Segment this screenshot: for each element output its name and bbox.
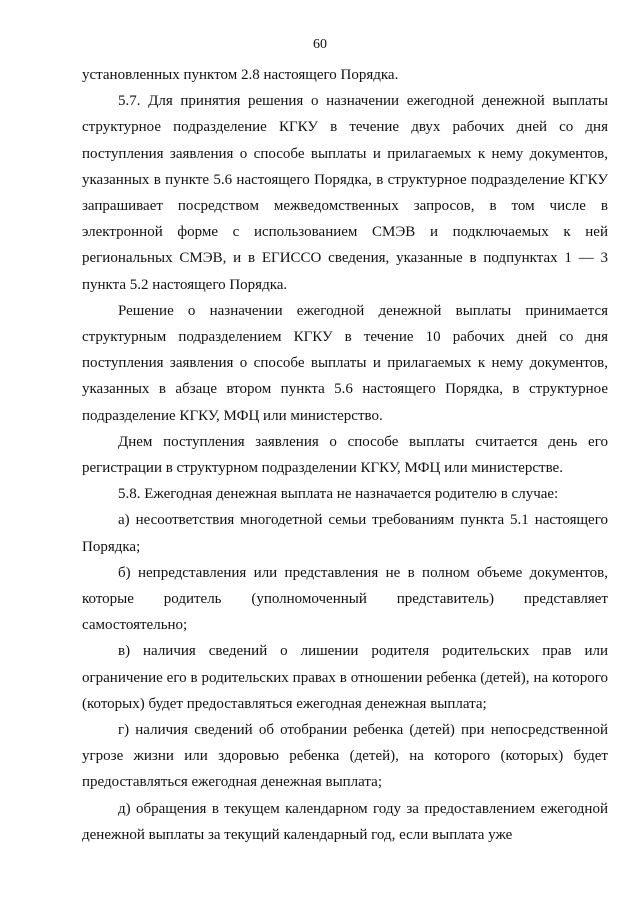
- paragraph-5-8: 5.8. Ежегодная денежная выплата не назначается родителю в случае:: [118, 486, 559, 503]
- list-item-v: в) наличия сведений о лишении родителя родительских прав или ограничение его в родительских правах в отношении ребенка (детей), на которого (которых) будет предоставляться ежегодная денежная выплата;: [82, 643, 608, 712]
- paragraph-continuation: установленных пунктом 2.8 настоящего Порядка.: [82, 67, 399, 83]
- paragraph-receipt-day: Днем поступления заявления о способе выплаты считается день его регистрации в структурном подразделении КГКУ, МФЦ или министерстве.: [82, 433, 608, 477]
- list-item-b: б) непредставления или представления не в полном объеме документов, которые родитель (уполномоченный представитель) представляет самостоятельно;: [82, 564, 608, 634]
- list-item-a: а) несоответствия многодетной семьи требованиям пункта 5.1 настоящего Порядка;: [82, 512, 608, 555]
- document-body: [82, 62, 608, 848]
- list-item-g: г) наличия сведений об отобрании ребенка (детей) при непосредственной угрозе жизни или здоровью ребенка (детей), на которого (которых) будет предоставляться ежегодная денежная выплата;: [82, 722, 608, 791]
- list-item-d: д) обращения в текущем календарном году за предоставлением ежегодной денежной выплаты за текущий календарный год, если выплата уже: [82, 800, 608, 843]
- paragraph-5-7: 5.7. Для принятия решения о назначении ежегодной денежной выплаты структурное подразделение КГКУ в течение двух рабочих дней со дня поступления заявления о способе выплаты и прилагаемых к нему документов, указанных в пункте 5.6 настоящего Порядка, в структурное подразделение КГКУ запрашивает посредством межведомственных запросов, в том числе в электронной форме с использованием СМЭВ и подключаемых к ней региональных СМЭВ, и в ЕГИССО сведения, указанные в подпунктах 1 — 3 пункта 5.2 настоящего Порядка.: [82, 93, 608, 293]
- paragraph-decision: Решение о назначении ежегодной денежной выплаты принимается структурным подразделением КГКУ в течение 10 рабочих дней со дня поступления заявления о способе выплаты и прилагаемых к нему документов, указанных в абзаце втором пункта 5.6 настоящего Порядка, в структурное подразделение КГКУ, МФЦ или министерство.: [82, 302, 608, 424]
- page-number: 60: [313, 37, 327, 52]
